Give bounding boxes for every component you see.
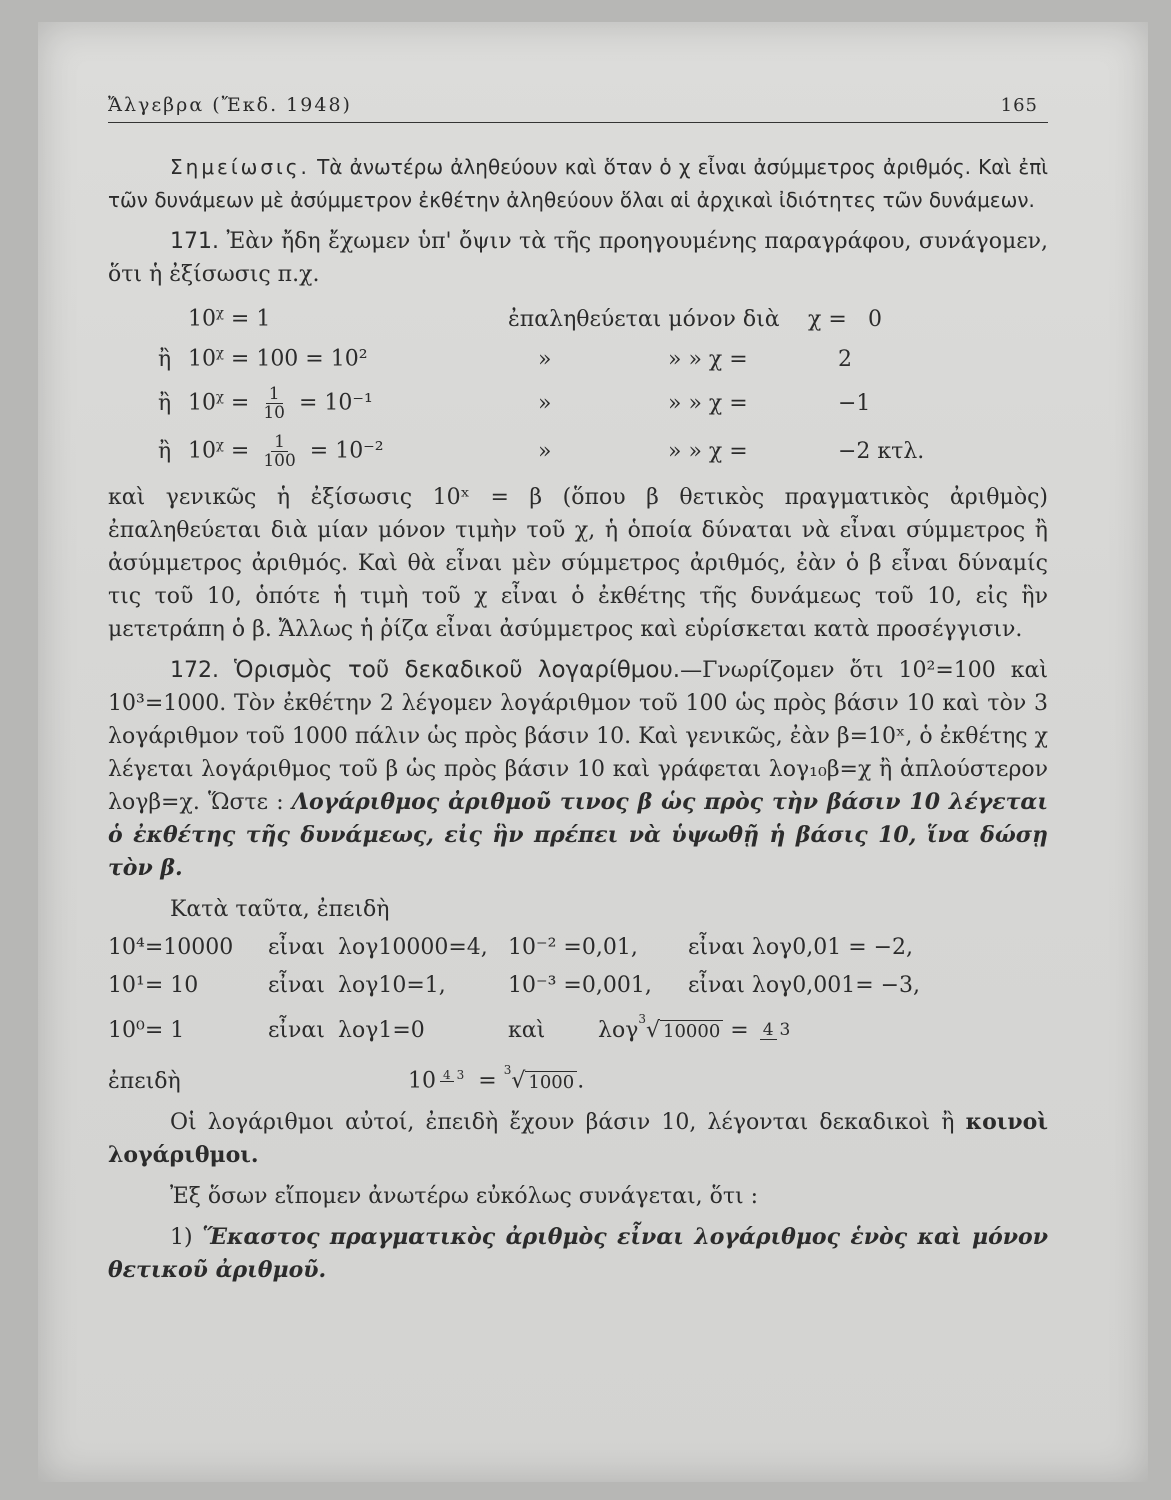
log-root-expr: λογ3√ 10000 = 4 3 [598, 1018, 797, 1043]
epeidi-row [108, 1056, 1048, 1106]
log-examples [108, 928, 1048, 1106]
common-logs-text: Οἱ λογάριθμοι αὐτοί, ἐπειδὴ ἔχουν βάσιν 10, λέγονται δεκαδικοὶ ἢ [170, 1110, 955, 1135]
running-header [108, 94, 1048, 123]
log-row [108, 1004, 1048, 1056]
frac-num: 4 [440, 1069, 454, 1082]
log-kai: καὶ [508, 1017, 546, 1043]
frac-den: 3 [456, 1068, 465, 1083]
rule-text: Ἕκαστος πραγματικὸς ἀριθμὸς εἶναι λογάριθμος ἑνὸς καὶ μόνον θετικοῦ ἀριθμοῦ. [108, 1224, 1048, 1283]
log-row [108, 966, 1048, 1004]
eq-cond: » [538, 390, 552, 416]
root-radicand: 1000 [525, 1071, 577, 1093]
log-einai: εἶναι [268, 972, 325, 998]
equation-row: ἢ $10^\chi$ = $\frac{1}{100}$ = 10⁻² » » » χ = −2 κτλ. [158, 431, 925, 471]
page-number: 165 [1000, 95, 1038, 116]
common-logs-paragraph [108, 1106, 1048, 1172]
root-radicand: 10000 [660, 1020, 723, 1042]
frac-den: 3 [779, 1020, 791, 1040]
eq-var: » » χ = [668, 346, 748, 372]
log-word: λογ [598, 1017, 639, 1043]
eq-val: 0 [868, 306, 882, 332]
sec172-text: —Γνωρίζομεν ὅτι 10²=100 καὶ 10³=1000. Τὸν ἐκθέτην 2 λέγομεν λογάριθμον τοῦ 100 ὡς πρὸς βάσιν 10 καὶ τὸν 3 λογάριθμον τοῦ 1000 πάλιν ὡς πρὸς βάσιν 10. Καὶ γενικῶς, ἐὰν β=10ˣ, ὁ ἐκθέτης χ λέγεται λογάριθμος τοῦ β ὡς πρὸς βάσιν 10 καὶ γράφεται λογ₁₀β=χ ἢ ἁπλούστερον λογβ=χ. Ὥστε : [108, 658, 1049, 815]
note-text: Τὰ ἀνωτέρω ἀληθεύουν καὶ ὅταν ὁ χ εἶναι ἀσύμμετρος ἀριθμός. Καὶ ἐπὶ τῶν δυνάμεων μὲ ἀσύμμετρον ἐκθέτην ἀληθεύουν ὅλαι αἱ ἀρχικαὶ ἰδιότητες τῶν δυνάμεων. [108, 155, 1049, 212]
eq-lhs: 10 [188, 390, 216, 415]
log-value: λογ10000=4, [338, 934, 488, 960]
frac-den: 10 [263, 402, 285, 423]
eq-rhs: = 100 = 10² [230, 346, 368, 372]
eq-val: −1 [838, 390, 871, 416]
rule-number: 1) [170, 1225, 193, 1250]
eq-rhs: = 10⁻¹ [298, 390, 373, 415]
log-value: λογ10=1, [338, 972, 446, 998]
eq-exp: χ [216, 306, 224, 322]
common-logs-term: κοινοὶ λογάριθμοι. [108, 1109, 1048, 1168]
eq-prefix: ἢ [158, 390, 172, 416]
eq-fraction [260, 433, 298, 470]
sec171-conclusion: καὶ γενικῶς ἡ ἐξίσωσις 10ˣ = β (ὅπου β θετικὸς πραγματικὸς ἀριθμὸς) ἐπαληθεύεται διὰ μίαν μόνον τιμὴν τοῦ χ, ἡ ὁποία δύναται νὰ εἶναι σύμμετρος ἢ ἀσύμμετρος ἀριθμός. Καὶ θὰ εἶναι μὲν σύμμετρος ἀριθμός, ἐὰν ὁ β εἶναι δύναμίς τις τοῦ 10, ὁπότε ἡ τιμὴ τοῦ χ εἶναι ὁ ἐκθέτης τῆς δυνάμεως τοῦ 10, εἰς ἣν μετετράπη ὁ β. Ἄλλως ἡ ῥίζα εἶναι ἀσύμμετρος καὶ εὑρίσκεται κατὰ προσέγγισιν. [108, 485, 1048, 642]
eq-rhs: = 1 [230, 306, 271, 332]
eq-exp: χ [216, 389, 224, 405]
note-label: Σημείωσις. [170, 155, 310, 179]
page-text [108, 94, 1048, 1295]
log-power: 10⁰= 1 [108, 1017, 185, 1043]
book-page [38, 22, 1148, 1482]
log-value2: εἶναι λογ0,01 = −2, [688, 934, 914, 960]
log-power2: 10⁻² =0,01, [508, 934, 638, 960]
frac-den: 100 [263, 450, 296, 471]
equation-row [158, 339, 1048, 379]
log-einai: εἶναι [268, 934, 325, 960]
frac-num: 1 [266, 385, 283, 404]
root-fraction [760, 1021, 794, 1040]
eq-exp: χ [216, 346, 224, 362]
exp-fraction [440, 1069, 467, 1082]
root-index: 3 [638, 1011, 646, 1026]
eq-var: χ = [808, 306, 847, 332]
sec171-number: 171. [170, 229, 219, 254]
eq-lhs: 10 [188, 438, 216, 463]
epeidi-expr: 10 $^{4 3}$ = 3√ 1000 . [408, 1062, 585, 1094]
log-power: 10¹= 10 [108, 972, 199, 998]
eq-val: 2 [838, 346, 852, 372]
sec171-intro-text: Ἐὰν ἤδη ἔχωμεν ὑπ' ὄψιν τὰ τῆς προηγουμένης παραγράφου, συνάγομεν, ὅτι ἡ ἐξίσωσις π.χ. [108, 229, 1049, 287]
log-value: λογ1=0 [338, 1017, 425, 1043]
sec172-heading: Ὁρισμὸς τοῦ δεκαδικοῦ λογαρίθμου. [234, 657, 681, 683]
eq-cond: ἐπαληθεύεται μόνον διὰ [508, 306, 780, 332]
note-paragraph [108, 151, 1048, 217]
log-definition: Λογάριθμος ἀριθμοῦ τινος β ὡς πρὸς τὴν βάσιν 10 λέγεται ὁ ἐκθέτης τῆς δυνάμεως, εἰς ἣν πρέπει νὰ ὑψωθῇ ἡ βάσις 10, ἵνα δώσῃ τὸν β. [108, 789, 1048, 881]
sec171-equations [158, 299, 1048, 475]
eq-val: −2 κτλ. [838, 438, 925, 464]
log-einai: εἶναι [268, 1017, 325, 1043]
eq-prefix: ἢ [158, 346, 172, 372]
log-power: 10⁴=10000 [108, 934, 234, 960]
eq-lhs: 10 [188, 346, 216, 372]
root-index: 3 [503, 1062, 512, 1077]
eq-lhs: 10 [188, 306, 216, 332]
eq-fraction [260, 385, 288, 422]
sec172-paragraph [108, 654, 1048, 885]
log-row [108, 928, 1048, 966]
eq-cond: » [538, 346, 552, 372]
eq-cond: » [538, 438, 552, 464]
log-power2: 10⁻³ =0,001, [508, 972, 652, 998]
eq-prefix: ἢ [158, 438, 172, 464]
eq-var: » » χ = [668, 438, 748, 464]
eq-rhs: = 10⁻² [309, 438, 384, 463]
epeidi-word: ἐπειδὴ [108, 1068, 181, 1094]
kata-tauta: Κατὰ ταῦτα, ἐπειδὴ [170, 897, 390, 922]
follow-paragraph: Ἐξ ὅσων εἴπομεν ἀνωτέρω εὐκόλως συνάγεται, ὅτι : [170, 1184, 759, 1209]
eq-exp: χ [216, 437, 224, 453]
equation-row [158, 299, 1048, 339]
rule-1 [108, 1221, 1048, 1287]
equation-row: ἢ $10^\chi$ = $\frac{1}{10}$ = 10⁻¹ » » » χ = −1 [158, 383, 871, 423]
frac-num: 1 [271, 433, 288, 452]
eq-var: » » χ = [668, 390, 748, 416]
frac-num: 4 [760, 1021, 777, 1040]
log-value2: εἶναι λογ0,001= −3, [688, 972, 921, 998]
sec172-number: 172. [170, 658, 219, 683]
sec171-intro [108, 225, 1048, 291]
header-title: Ἄλγεβρα (Ἔκδ. 1948) [108, 94, 352, 116]
